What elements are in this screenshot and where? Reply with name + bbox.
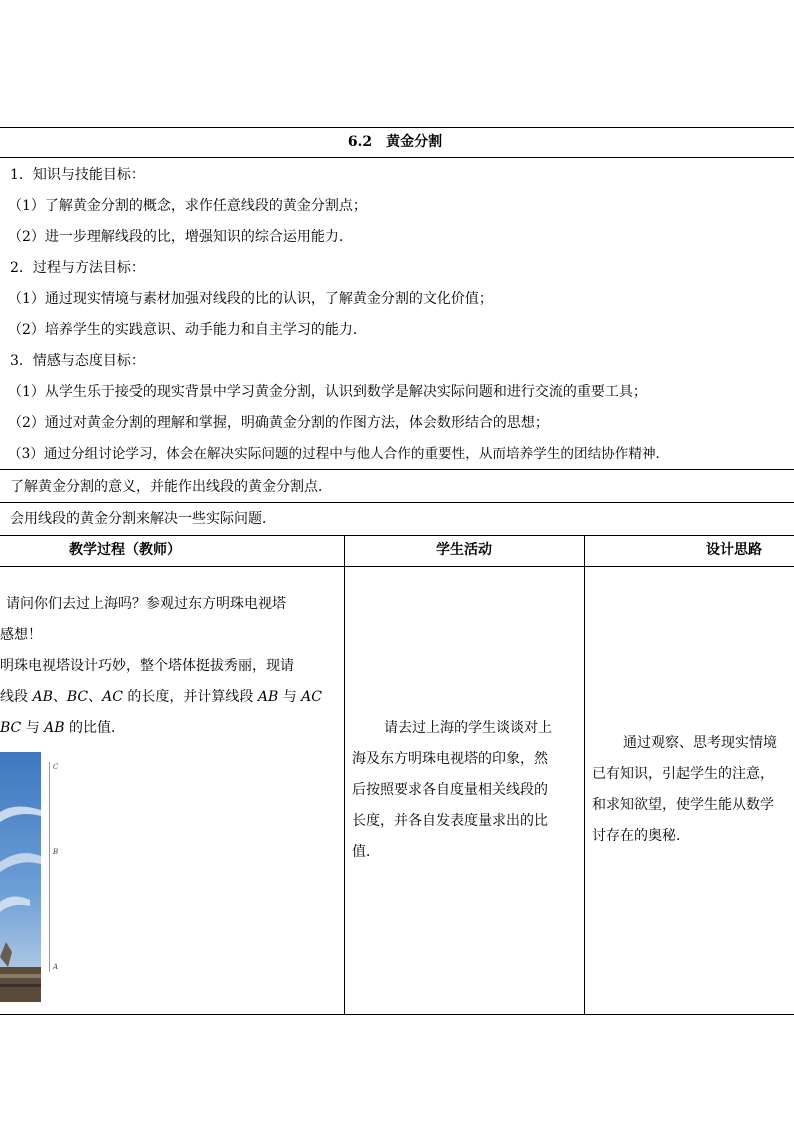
- photo-label-b: B: [53, 848, 59, 856]
- emotion-item-1: （1）从学生乐于接受的现实背景中学习黄金分割，认识到数学是解决实际问题和进行交流的重要工具；: [8, 384, 647, 400]
- process-item-1: （1）通过现实情境与素材加强对线段的比的认识，了解黄金分割的文化价值；: [8, 291, 493, 307]
- knowledge-heading: 1．知识与技能目标：: [10, 167, 145, 183]
- knowledge-item-1: （1）了解黄金分割的概念，求作任意线段的黄金分割点；: [8, 198, 367, 214]
- table-top-border: [0, 127, 794, 128]
- column-divider-1: [344, 535, 345, 1014]
- photo-label-c: C: [53, 763, 59, 771]
- emotion-item-3: （3）通过分组讨论学习，体会在解决实际问题的过程中与他人合作的重要性，从而培养学生的团结协作精神．: [8, 446, 670, 462]
- difficulty-text: 会用线段的黄金分割来解决一些实际问题．: [10, 511, 276, 527]
- photo-scale-line: [49, 762, 50, 972]
- table-bottom-border: [0, 1014, 794, 1015]
- tv-tower-photo: [0, 752, 41, 1002]
- emotion-heading: 3．情感与态度目标：: [10, 353, 145, 369]
- student-line-2: 海及东方明珠电视塔的印象，然: [352, 751, 548, 767]
- teacher-line-2: 感想！: [0, 627, 42, 643]
- header-teacher: 教学过程（教师）: [69, 542, 181, 558]
- process-item-2: （2）培养学生的实践意识、动手能力和自主学习的能力．: [8, 322, 367, 338]
- design-line-2: 已有知识，引起学生的注意，: [592, 766, 774, 782]
- student-line-3: 后按照要求各自度量相关线段的: [352, 782, 548, 798]
- knowledge-item-2: （2）进一步理解线段的比，增强知识的综合运用能力．: [8, 229, 353, 245]
- header-design: 设计思路: [706, 542, 762, 558]
- design-line-3: 和求知欲望，使学生能从数学: [592, 797, 774, 813]
- difficulty-row-divider: [0, 535, 794, 536]
- title-row-divider: [0, 157, 794, 158]
- teacher-line-1: 请问你们去过上海吗？参观过东方明珠电视塔: [6, 596, 286, 612]
- student-line-4: 长度，并各自发表度量求出的比: [352, 813, 548, 829]
- page-title: 6.2 黄金分割: [347, 134, 443, 150]
- design-column: [585, 567, 794, 1013]
- emotion-item-2: （2）通过对黄金分割的理解和掌握，明确黄金分割的作图方法，体会数形结合的思想；: [8, 415, 549, 431]
- process-heading: 2．过程与方法目标：: [10, 260, 145, 276]
- keypoint-row-divider: [0, 502, 794, 503]
- design-line-1: 通过观察、思考现实情境: [623, 735, 777, 751]
- objectives-row-divider: [0, 469, 794, 470]
- student-line-5: 值．: [352, 844, 380, 860]
- key-point-text: 了解黄金分割的意义，并能作出线段的黄金分割点．: [10, 479, 332, 495]
- teacher-line-5: BC 与 AB 的比值．: [0, 720, 126, 736]
- header-student: 学生活动: [436, 542, 492, 558]
- design-line-4: 讨存在的奥秘．: [592, 828, 690, 844]
- teacher-line-3: 明珠电视塔设计巧妙，整个塔体挺拔秀丽，现请: [0, 658, 294, 674]
- student-line-1: 请去过上海的学生谈谈对上: [384, 720, 552, 736]
- teacher-line-4: 线段 AB、BC、AC 的长度，并计算线段 AB 与 AC: [0, 689, 322, 705]
- photo-label-a: A: [53, 963, 59, 971]
